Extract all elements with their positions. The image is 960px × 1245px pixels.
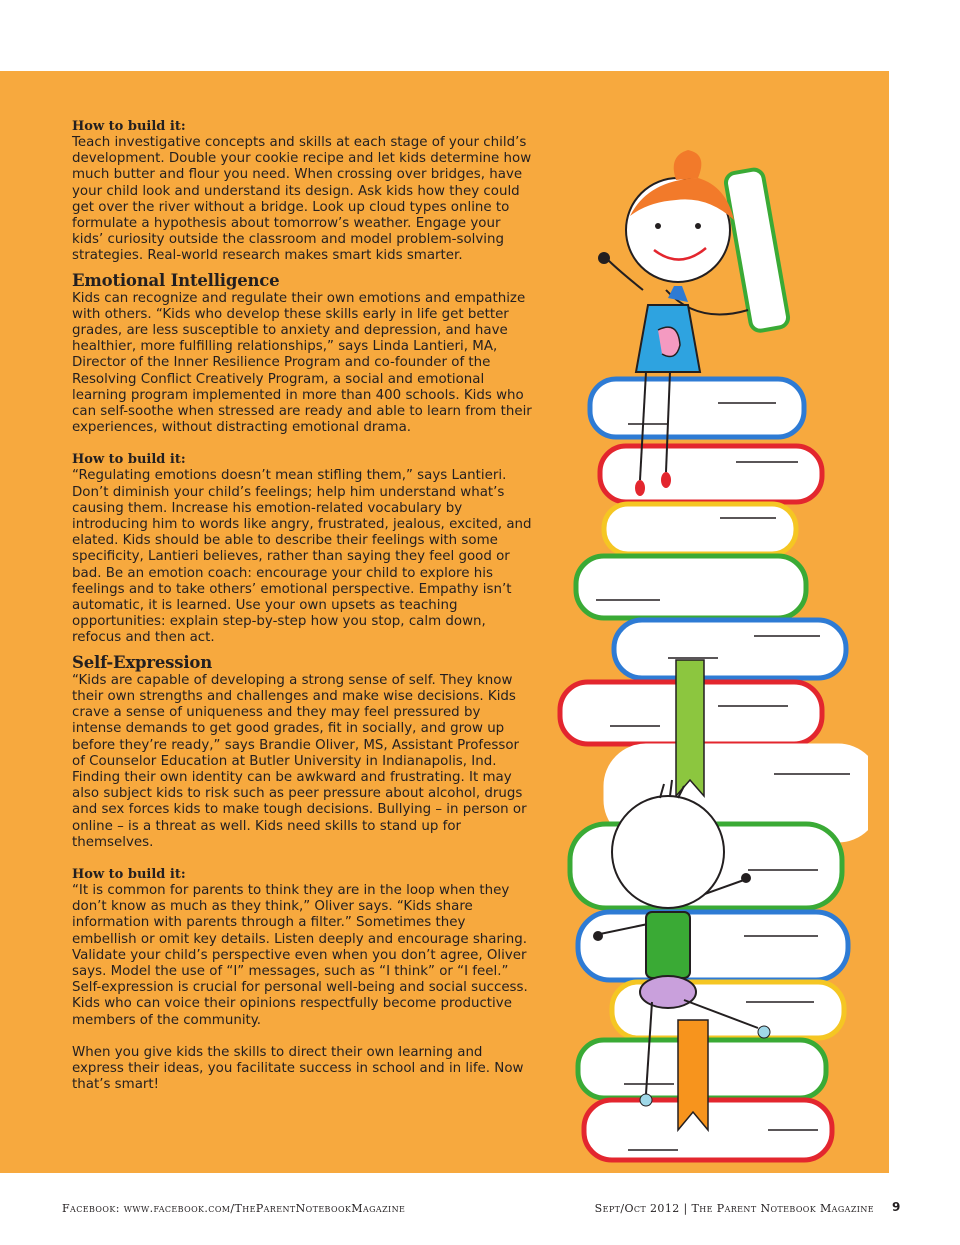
page-footer bbox=[0, 1200, 960, 1220]
footer-issue: Sept/Oct 2012 | The Parent Notebook Magazine bbox=[594, 1202, 874, 1215]
article-body bbox=[72, 119, 534, 1093]
green-bookmark bbox=[676, 660, 704, 796]
book-2 bbox=[600, 446, 822, 502]
section-heading-emotional-intelligence: Emotional Intelligence bbox=[72, 270, 280, 290]
book-5 bbox=[614, 620, 846, 678]
facebook-label: Facebook: bbox=[62, 1202, 120, 1215]
footer-facebook bbox=[62, 1202, 405, 1215]
howto-heading-2: How to build it: bbox=[72, 452, 186, 468]
howto-paragraph-2: “Regulating emotions doesn’t mean stifling them,” says Lantieri. Don’t diminish your child’s feelings; help him understand what’s causing them. Increase his emotion-related vocabulary by introducing him to words like angry, frustrated, jealous, excited, and elated. Kids should be able to describe their feelings with some specificity, Lantieri believes, rather than saying they feel good or bad. Be an emotion coach: encourage your child to explore his feelings and to take others’ emotional perspective. Empathy isn’t automatic, it is learned. Use your own upsets as teaching opportunities: explain step-by-step how you stop, calm down, refocus and then act. bbox=[72, 468, 532, 646]
book-4 bbox=[576, 556, 806, 618]
facebook-url-link[interactable]: www.facebook.com/TheParentNotebookMagazine bbox=[123, 1202, 406, 1215]
howto-heading-1: How to build it: bbox=[72, 119, 186, 134]
howto-paragraph-1: Teach investigative concepts and skills at each stage of your child’s development. Double your cookie recipe and let kids determine how much butter and flour you need. When crossing over bridges, have your child look and understand its design. Ask kids how they could get over the river without a bridge. Look up cloud types online to formulate a hypothesis about tomorrow’s weather. Engage your kids’ curiosity outside the classroom and model problem-solving strategies. Real-world research makes smart kids smarter. bbox=[72, 135, 532, 264]
page-number: 9 bbox=[892, 1200, 901, 1214]
section-paragraph-emotional-intelligence: Kids can recognize and regulate their own emotions and empathize with others. “Kids who develop these skills early in life get better grades, are less susceptible to anxiety and depression, and have healthier, more fulfilling relationships,” says Linda Lantieri, MA, Director of the Inner Resilience Program and co-founder of the Resolving Conflict Creatively Program, a social and emotional learning program implemented in more than 400 schools. Kids who can self-soothe when stressed are ready and able to learn from their experiences, without distracting emotional drama. bbox=[72, 290, 532, 436]
section-heading-self-expression: Self-Expression bbox=[72, 652, 213, 672]
closing-paragraph: When you give kids the skills to direct their own learning and express their ideas, you facilitate success in school and in life. Now that’s smart! bbox=[72, 1044, 524, 1093]
howto-heading-3: How to build it: bbox=[72, 866, 186, 882]
kids-climbing-book-stack-illustration bbox=[548, 140, 868, 1170]
section-paragraph-self-expression: “Kids are capable of developing a strong sense of self. They know their own strengths and challenges and make wise decisions. Kids crave a sense of uniqueness and they may feel pressured by intense demands to get good grades, fit in socially, and grow up before they’re ready,” says Brandie Oliver, MS, Assistant Professor of Counselor Education at Butler University in Indianapolis, Ind. Finding their own identity can be awkward and frustrating. It may also subject kids to risk such as peer pressure about alcohol, drugs and sex forces kids to make tough decisions. Bullying – in person or online – is a threat as well. Kids need skills to stand up for themselves. bbox=[72, 672, 527, 850]
book-3 bbox=[604, 504, 796, 554]
howto-paragraph-3: “It is common for parents to think they are in the loop when they don’t know as much as they think,” Oliver says. “Kids share information with parents through a filter.” Sometimes they embellish or omit key details. Listen deeply and encourage sharing. Validate your child’s perspective even when you don’t agree, Oliver says. Model the use of “I” messages, such as “I think” or “I feel.” Self-expression is crucial for personal well-being and social success. Kids who can voice their opinions respectfully become productive members of the community. bbox=[72, 882, 528, 1028]
book-1 bbox=[590, 379, 804, 437]
book-9 bbox=[578, 912, 848, 980]
